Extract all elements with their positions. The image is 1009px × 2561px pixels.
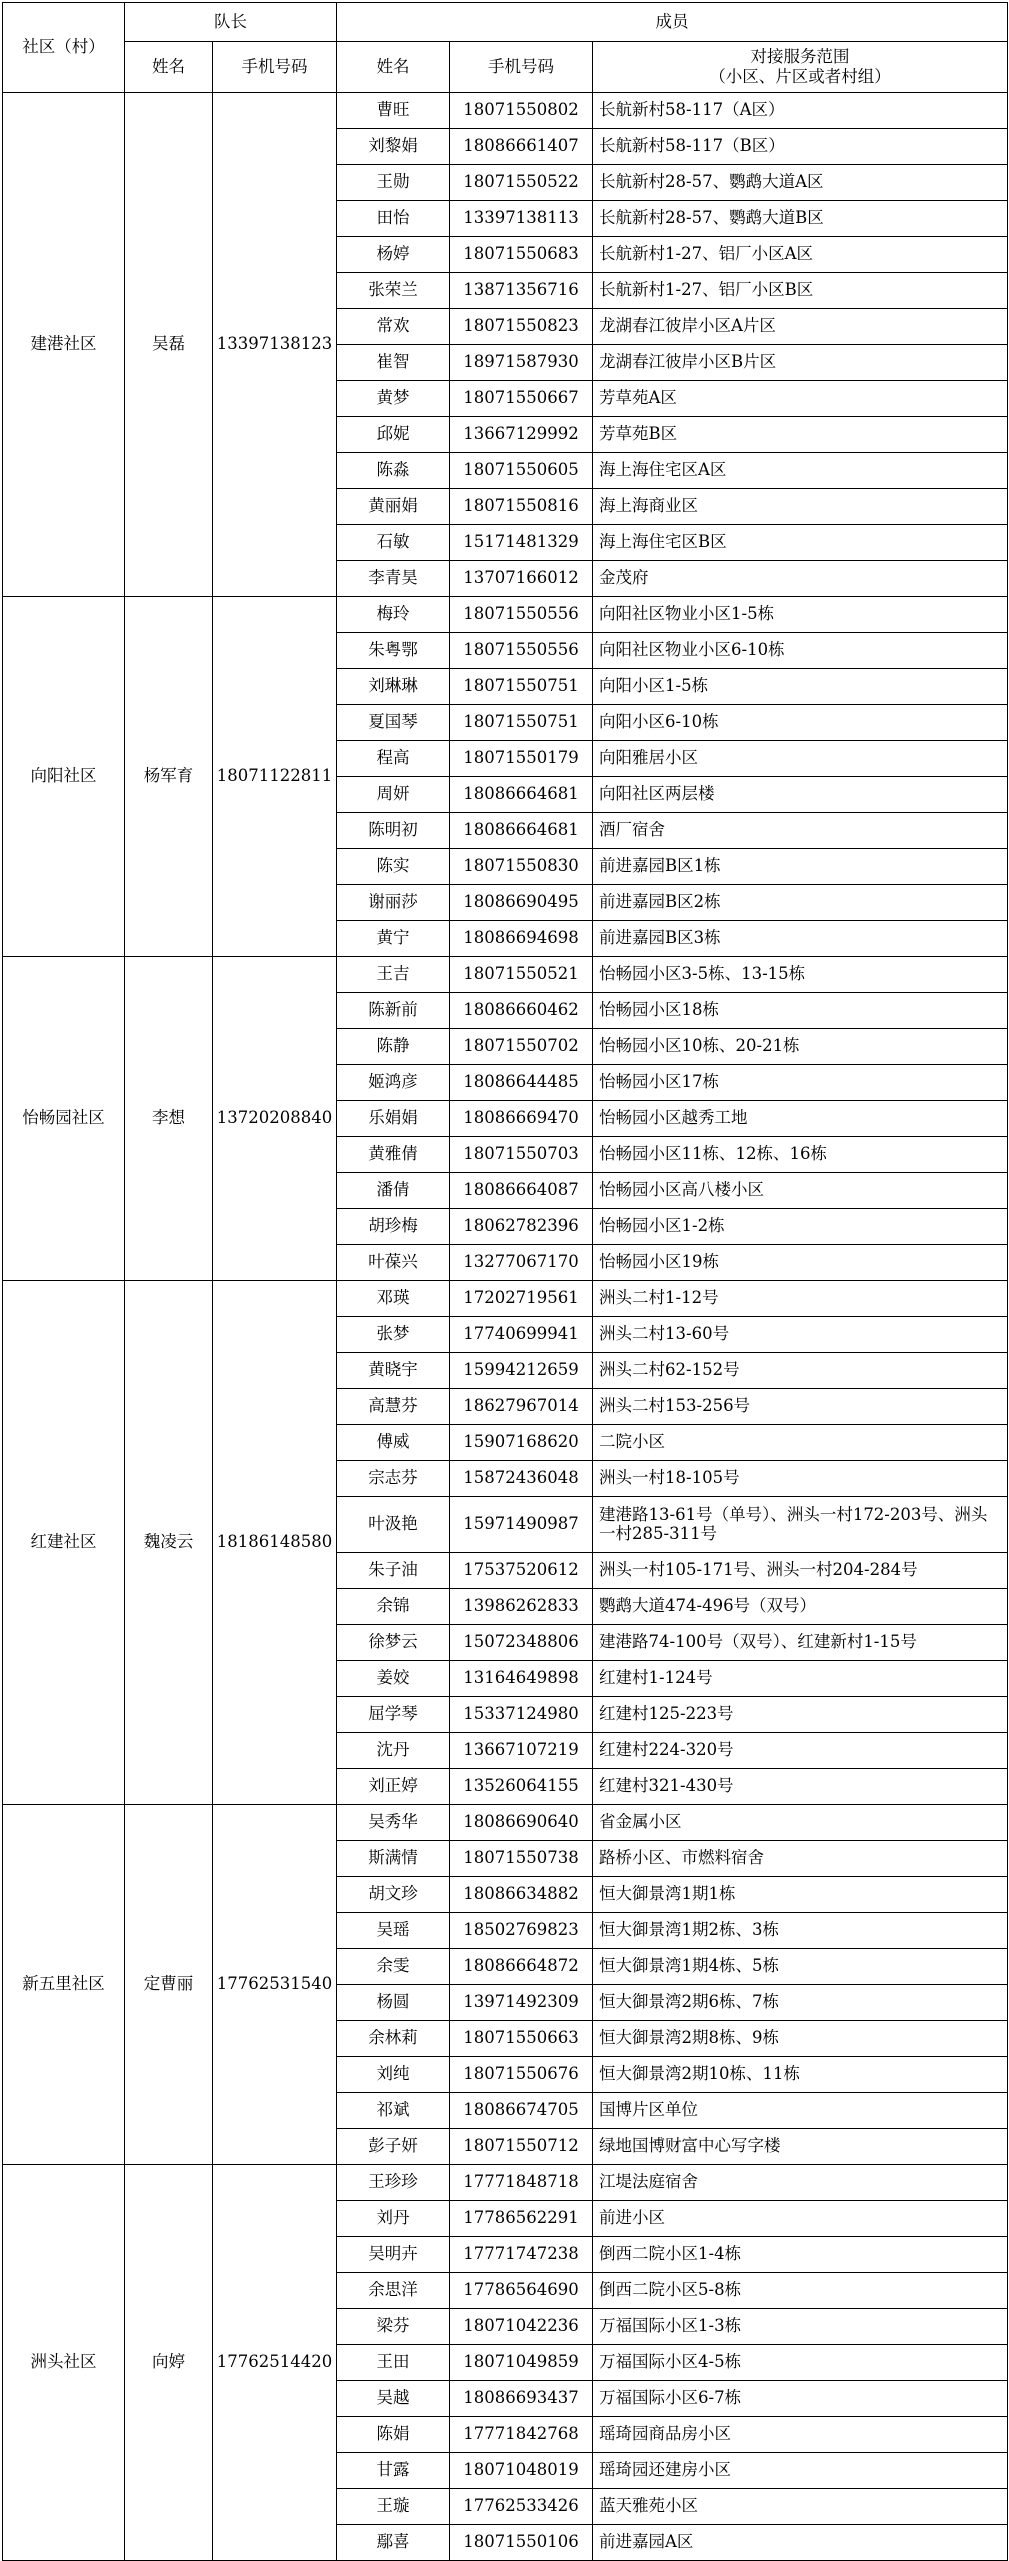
member-scope: 金茂府 bbox=[593, 561, 1008, 597]
header-scope-line2: （小区、片区或者村组） bbox=[709, 67, 891, 86]
member-scope: 蓝天雅苑小区 bbox=[593, 2489, 1008, 2525]
member-phone: 15994212659 bbox=[450, 1353, 593, 1389]
member-scope: 瑶琦园商品房小区 bbox=[593, 2417, 1008, 2453]
member-phone: 13164649898 bbox=[450, 1661, 593, 1697]
member-scope: 恒大御景湾2期8栋、9栋 bbox=[593, 2021, 1008, 2057]
member-phone: 18071550179 bbox=[450, 741, 593, 777]
member-phone: 18086690495 bbox=[450, 885, 593, 921]
member-phone: 18086664872 bbox=[450, 1949, 593, 1985]
member-name: 黄晓宇 bbox=[337, 1353, 450, 1389]
table-row bbox=[3, 93, 1008, 129]
member-name: 黄宁 bbox=[337, 921, 450, 957]
member-name: 朱子油 bbox=[337, 1553, 450, 1589]
member-scope: 恒大御景湾2期6栋、7栋 bbox=[593, 1985, 1008, 2021]
member-phone: 13707166012 bbox=[450, 561, 593, 597]
member-name: 曹旺 bbox=[337, 93, 450, 129]
member-scope: 洲头二村153-256号 bbox=[593, 1389, 1008, 1425]
member-phone: 18086674705 bbox=[450, 2093, 593, 2129]
member-scope: 前进嘉园B区3栋 bbox=[593, 921, 1008, 957]
member-phone: 13277067170 bbox=[450, 1245, 593, 1281]
member-scope: 江堤法庭宿舍 bbox=[593, 2165, 1008, 2201]
member-scope: 芳草苑A区 bbox=[593, 381, 1008, 417]
member-phone: 18071049859 bbox=[450, 2345, 593, 2381]
member-scope: 怡畅园小区1-2栋 bbox=[593, 1209, 1008, 1245]
member-phone: 13871356716 bbox=[450, 273, 593, 309]
member-phone: 18062782396 bbox=[450, 1209, 593, 1245]
community-name: 新五里社区 bbox=[3, 1805, 125, 2165]
member-scope: 海上海住宅区B区 bbox=[593, 525, 1008, 561]
member-scope: 海上海商业区 bbox=[593, 489, 1008, 525]
leader-name: 向婷 bbox=[125, 2165, 213, 2561]
member-scope: 向阳小区6-10栋 bbox=[593, 705, 1008, 741]
member-name: 余思洋 bbox=[337, 2273, 450, 2309]
member-scope: 倒西二院小区1-4栋 bbox=[593, 2237, 1008, 2273]
member-name: 陈新前 bbox=[337, 993, 450, 1029]
roster-table bbox=[2, 2, 1008, 2561]
member-scope: 长航新村58-117（A区） bbox=[593, 93, 1008, 129]
member-scope: 红建村125-223号 bbox=[593, 1697, 1008, 1733]
member-phone: 18071550751 bbox=[450, 705, 593, 741]
member-name: 乐娟娟 bbox=[337, 1101, 450, 1137]
member-phone: 18086644485 bbox=[450, 1065, 593, 1101]
member-phone: 13667129992 bbox=[450, 417, 593, 453]
member-phone: 18071550823 bbox=[450, 309, 593, 345]
member-name: 谢丽莎 bbox=[337, 885, 450, 921]
member-scope: 洲头二村13-60号 bbox=[593, 1317, 1008, 1353]
member-phone: 18071550702 bbox=[450, 1029, 593, 1065]
community-name: 红建社区 bbox=[3, 1281, 125, 1805]
member-name: 陈娟 bbox=[337, 2417, 450, 2453]
member-name: 梅玲 bbox=[337, 597, 450, 633]
member-name: 斯满情 bbox=[337, 1841, 450, 1877]
member-scope: 省金属小区 bbox=[593, 1805, 1008, 1841]
leader-name: 吴磊 bbox=[125, 93, 213, 597]
member-phone: 18086664681 bbox=[450, 813, 593, 849]
member-name: 余林莉 bbox=[337, 2021, 450, 2057]
table-row bbox=[3, 957, 1008, 993]
member-scope: 万福国际小区1-3栋 bbox=[593, 2309, 1008, 2345]
member-phone: 15072348806 bbox=[450, 1625, 593, 1661]
member-scope: 恒大御景湾1期1栋 bbox=[593, 1877, 1008, 1913]
member-scope: 洲头一村105-171号、洲头一村204-284号 bbox=[593, 1553, 1008, 1589]
member-scope: 向阳小区1-5栋 bbox=[593, 669, 1008, 705]
member-name: 王吉 bbox=[337, 957, 450, 993]
member-name: 杨婷 bbox=[337, 237, 450, 273]
leader-phone: 13397138123 bbox=[213, 93, 337, 597]
member-name: 田怡 bbox=[337, 201, 450, 237]
community-name: 洲头社区 bbox=[3, 2165, 125, 2561]
member-phone: 18071550703 bbox=[450, 1137, 593, 1173]
member-phone: 18071048019 bbox=[450, 2453, 593, 2489]
member-phone: 18502769823 bbox=[450, 1913, 593, 1949]
member-name: 屈学琴 bbox=[337, 1697, 450, 1733]
member-scope: 恒大御景湾2期10栋、11栋 bbox=[593, 2057, 1008, 2093]
table-row bbox=[3, 2165, 1008, 2201]
header-row-1 bbox=[3, 3, 1008, 42]
member-phone: 18071550676 bbox=[450, 2057, 593, 2093]
community-name: 向阳社区 bbox=[3, 597, 125, 957]
header-row-2 bbox=[3, 42, 1008, 93]
member-scope: 红建村1-124号 bbox=[593, 1661, 1008, 1697]
leader-phone: 17762531540 bbox=[213, 1805, 337, 2165]
member-phone: 18071550106 bbox=[450, 2525, 593, 2561]
member-scope: 长航新村58-117（B区） bbox=[593, 129, 1008, 165]
member-phone: 17786562291 bbox=[450, 2201, 593, 2237]
member-name: 胡珍梅 bbox=[337, 1209, 450, 1245]
member-phone: 17771747238 bbox=[450, 2237, 593, 2273]
member-phone: 17786564690 bbox=[450, 2273, 593, 2309]
member-scope: 路桥小区、市燃料宿舍 bbox=[593, 1841, 1008, 1877]
member-phone: 18071550802 bbox=[450, 93, 593, 129]
member-scope: 向阳社区物业小区6-10栋 bbox=[593, 633, 1008, 669]
member-phone: 18071550683 bbox=[450, 237, 593, 273]
member-name: 余锦 bbox=[337, 1589, 450, 1625]
header-leader-phone: 手机号码 bbox=[213, 42, 337, 93]
member-scope: 建港路13-61号（单号）、洲头一村172-203号、洲头一村285-311号 bbox=[593, 1497, 1008, 1553]
member-name: 石敏 bbox=[337, 525, 450, 561]
member-name: 黄梦 bbox=[337, 381, 450, 417]
header-members-group: 成员 bbox=[337, 3, 1008, 42]
member-name: 梁芬 bbox=[337, 2309, 450, 2345]
member-phone: 18086690640 bbox=[450, 1805, 593, 1841]
member-scope: 怡畅园小区高八楼小区 bbox=[593, 1173, 1008, 1209]
member-phone: 13986262833 bbox=[450, 1589, 593, 1625]
member-scope: 怡畅园小区越秀工地 bbox=[593, 1101, 1008, 1137]
member-phone: 15171481329 bbox=[450, 525, 593, 561]
member-phone: 18071550521 bbox=[450, 957, 593, 993]
member-name: 周妍 bbox=[337, 777, 450, 813]
member-phone: 17771848718 bbox=[450, 2165, 593, 2201]
member-phone: 18071550605 bbox=[450, 453, 593, 489]
member-name: 彭子妍 bbox=[337, 2129, 450, 2165]
member-name: 余雯 bbox=[337, 1949, 450, 1985]
member-name: 吴明卉 bbox=[337, 2237, 450, 2273]
leader-phone: 13720208840 bbox=[213, 957, 337, 1281]
roster-body bbox=[3, 3, 1008, 2561]
member-scope: 龙湖春江彼岸小区B片区 bbox=[593, 345, 1008, 381]
member-phone: 18071550751 bbox=[450, 669, 593, 705]
header-community: 社区（村） bbox=[3, 3, 125, 93]
member-scope: 瑶琦园还建房小区 bbox=[593, 2453, 1008, 2489]
member-phone: 18086661407 bbox=[450, 129, 593, 165]
member-phone: 18071042236 bbox=[450, 2309, 593, 2345]
member-name: 李青昊 bbox=[337, 561, 450, 597]
member-phone: 15872436048 bbox=[450, 1461, 593, 1497]
member-name: 祁斌 bbox=[337, 2093, 450, 2129]
member-scope: 前进嘉园B区2栋 bbox=[593, 885, 1008, 921]
member-scope: 万福国际小区6-7栋 bbox=[593, 2381, 1008, 2417]
member-phone: 15907168620 bbox=[450, 1425, 593, 1461]
member-scope: 建港路74-100号（双号）、红建新村1-15号 bbox=[593, 1625, 1008, 1661]
member-scope: 二院小区 bbox=[593, 1425, 1008, 1461]
member-phone: 17762533426 bbox=[450, 2489, 593, 2525]
member-phone: 18071550667 bbox=[450, 381, 593, 417]
member-phone: 13397138113 bbox=[450, 201, 593, 237]
member-name: 朱粤鄂 bbox=[337, 633, 450, 669]
member-phone: 18071550556 bbox=[450, 633, 593, 669]
leader-name: 李想 bbox=[125, 957, 213, 1281]
member-name: 吴越 bbox=[337, 2381, 450, 2417]
member-name: 潘倩 bbox=[337, 1173, 450, 1209]
member-scope: 倒西二院小区5-8栋 bbox=[593, 2273, 1008, 2309]
member-name: 程高 bbox=[337, 741, 450, 777]
member-phone: 17771842768 bbox=[450, 2417, 593, 2453]
member-name: 崔智 bbox=[337, 345, 450, 381]
member-phone: 18086634882 bbox=[450, 1877, 593, 1913]
member-phone: 17537520612 bbox=[450, 1553, 593, 1589]
member-name: 傅威 bbox=[337, 1425, 450, 1461]
member-name: 刘纯 bbox=[337, 2057, 450, 2093]
header-leader-group: 队长 bbox=[125, 3, 337, 42]
member-scope: 鹦鹉大道474-496号（双号） bbox=[593, 1589, 1008, 1625]
member-scope: 国博片区单位 bbox=[593, 2093, 1008, 2129]
header-member-phone: 手机号码 bbox=[450, 42, 593, 93]
header-scope-line1: 对接服务范围 bbox=[750, 47, 850, 67]
leader-name: 定曹丽 bbox=[125, 1805, 213, 2165]
member-scope: 怡畅园小区19栋 bbox=[593, 1245, 1008, 1281]
member-name: 鄢喜 bbox=[337, 2525, 450, 2561]
member-scope: 海上海住宅区A区 bbox=[593, 453, 1008, 489]
member-phone: 13526064155 bbox=[450, 1769, 593, 1805]
member-name: 徐梦云 bbox=[337, 1625, 450, 1661]
member-name: 宗志芬 bbox=[337, 1461, 450, 1497]
member-name: 姜姣 bbox=[337, 1661, 450, 1697]
member-scope: 长航新村28-57、鹦鹉大道B区 bbox=[593, 201, 1008, 237]
member-name: 王田 bbox=[337, 2345, 450, 2381]
member-scope: 怡畅园小区17栋 bbox=[593, 1065, 1008, 1101]
member-name: 吴瑶 bbox=[337, 1913, 450, 1949]
member-name: 高慧芬 bbox=[337, 1389, 450, 1425]
member-name: 邱妮 bbox=[337, 417, 450, 453]
leader-name: 杨军育 bbox=[125, 597, 213, 957]
member-scope: 万福国际小区4-5栋 bbox=[593, 2345, 1008, 2381]
member-phone: 18086669470 bbox=[450, 1101, 593, 1137]
member-name: 刘丹 bbox=[337, 2201, 450, 2237]
member-scope: 向阳雅居小区 bbox=[593, 741, 1008, 777]
member-name: 陈静 bbox=[337, 1029, 450, 1065]
member-name: 叶汲艳 bbox=[337, 1497, 450, 1553]
member-phone: 18086694698 bbox=[450, 921, 593, 957]
member-name: 黄雅倩 bbox=[337, 1137, 450, 1173]
member-name: 甘露 bbox=[337, 2453, 450, 2489]
community-name: 建港社区 bbox=[3, 93, 125, 597]
member-name: 邓瑛 bbox=[337, 1281, 450, 1317]
member-name: 王珍珍 bbox=[337, 2165, 450, 2201]
member-phone: 17740699941 bbox=[450, 1317, 593, 1353]
member-name: 刘黎娟 bbox=[337, 129, 450, 165]
member-scope: 酒厂宿舍 bbox=[593, 813, 1008, 849]
table-row bbox=[3, 1805, 1008, 1841]
member-phone: 15971490987 bbox=[450, 1497, 593, 1553]
member-scope: 前进小区 bbox=[593, 2201, 1008, 2237]
header-member-name: 姓名 bbox=[337, 42, 450, 93]
member-scope: 洲头一村18-105号 bbox=[593, 1461, 1008, 1497]
leader-phone: 18186148580 bbox=[213, 1281, 337, 1805]
table-row bbox=[3, 1281, 1008, 1317]
member-scope: 怡畅园小区11栋、12栋、16栋 bbox=[593, 1137, 1008, 1173]
member-name: 王璇 bbox=[337, 2489, 450, 2525]
member-phone: 18071550522 bbox=[450, 165, 593, 201]
table-row bbox=[3, 597, 1008, 633]
member-scope: 红建村321-430号 bbox=[593, 1769, 1008, 1805]
member-phone: 18086693437 bbox=[450, 2381, 593, 2417]
member-scope: 向阳社区物业小区1-5栋 bbox=[593, 597, 1008, 633]
member-name: 王勋 bbox=[337, 165, 450, 201]
member-name: 姬鸿彦 bbox=[337, 1065, 450, 1101]
leader-name: 魏凌云 bbox=[125, 1281, 213, 1805]
leader-phone: 18071122811 bbox=[213, 597, 337, 957]
member-scope: 长航新村28-57、鹦鹉大道A区 bbox=[593, 165, 1008, 201]
member-name: 沈丹 bbox=[337, 1733, 450, 1769]
member-scope: 前进嘉园A区 bbox=[593, 2525, 1008, 2561]
member-scope: 绿地国博财富中心写字楼 bbox=[593, 2129, 1008, 2165]
member-phone: 15337124980 bbox=[450, 1697, 593, 1733]
member-scope: 洲头二村62-152号 bbox=[593, 1353, 1008, 1389]
member-name: 刘正婷 bbox=[337, 1769, 450, 1805]
member-phone: 18086664087 bbox=[450, 1173, 593, 1209]
member-phone: 17202719561 bbox=[450, 1281, 593, 1317]
member-name: 张荣兰 bbox=[337, 273, 450, 309]
member-name: 刘琳琳 bbox=[337, 669, 450, 705]
member-scope: 长航新村1-27、铝厂小区B区 bbox=[593, 273, 1008, 309]
header-leader-name: 姓名 bbox=[125, 42, 213, 93]
member-scope: 恒大御景湾1期2栋、3栋 bbox=[593, 1913, 1008, 1949]
member-scope: 红建村224-320号 bbox=[593, 1733, 1008, 1769]
document-page bbox=[2, 2, 1007, 2561]
member-phone: 18071550712 bbox=[450, 2129, 593, 2165]
community-name: 怡畅园社区 bbox=[3, 957, 125, 1281]
member-name: 陈淼 bbox=[337, 453, 450, 489]
member-scope: 龙湖春江彼岸小区A片区 bbox=[593, 309, 1008, 345]
member-name: 吴秀华 bbox=[337, 1805, 450, 1841]
member-scope: 怡畅园小区10栋、20-21栋 bbox=[593, 1029, 1008, 1065]
header-scope bbox=[593, 42, 1008, 93]
member-phone: 18071550556 bbox=[450, 597, 593, 633]
member-scope: 怡畅园小区3-5栋、13-15栋 bbox=[593, 957, 1008, 993]
member-scope: 怡畅园小区18栋 bbox=[593, 993, 1008, 1029]
member-phone: 13971492309 bbox=[450, 1985, 593, 2021]
member-name: 胡文珍 bbox=[337, 1877, 450, 1913]
member-phone: 18071550816 bbox=[450, 489, 593, 525]
member-scope: 长航新村1-27、铝厂小区A区 bbox=[593, 237, 1008, 273]
member-name: 陈实 bbox=[337, 849, 450, 885]
member-phone: 18627967014 bbox=[450, 1389, 593, 1425]
member-phone: 18071550738 bbox=[450, 1841, 593, 1877]
member-scope: 前进嘉园B区1栋 bbox=[593, 849, 1008, 885]
member-name: 张梦 bbox=[337, 1317, 450, 1353]
member-scope: 向阳社区两层楼 bbox=[593, 777, 1008, 813]
member-name: 杨圆 bbox=[337, 1985, 450, 2021]
member-phone: 18071550663 bbox=[450, 2021, 593, 2057]
member-name: 叶葆兴 bbox=[337, 1245, 450, 1281]
member-name: 常欢 bbox=[337, 309, 450, 345]
member-phone: 18971587930 bbox=[450, 345, 593, 381]
member-name: 陈明初 bbox=[337, 813, 450, 849]
member-phone: 18071550830 bbox=[450, 849, 593, 885]
member-phone: 18086664681 bbox=[450, 777, 593, 813]
leader-phone: 17762514420 bbox=[213, 2165, 337, 2561]
member-phone: 13667107219 bbox=[450, 1733, 593, 1769]
member-phone: 18086660462 bbox=[450, 993, 593, 1029]
member-scope: 恒大御景湾1期4栋、5栋 bbox=[593, 1949, 1008, 1985]
member-scope: 芳草苑B区 bbox=[593, 417, 1008, 453]
member-scope: 洲头二村1-12号 bbox=[593, 1281, 1008, 1317]
member-name: 夏国琴 bbox=[337, 705, 450, 741]
member-name: 黄丽娟 bbox=[337, 489, 450, 525]
